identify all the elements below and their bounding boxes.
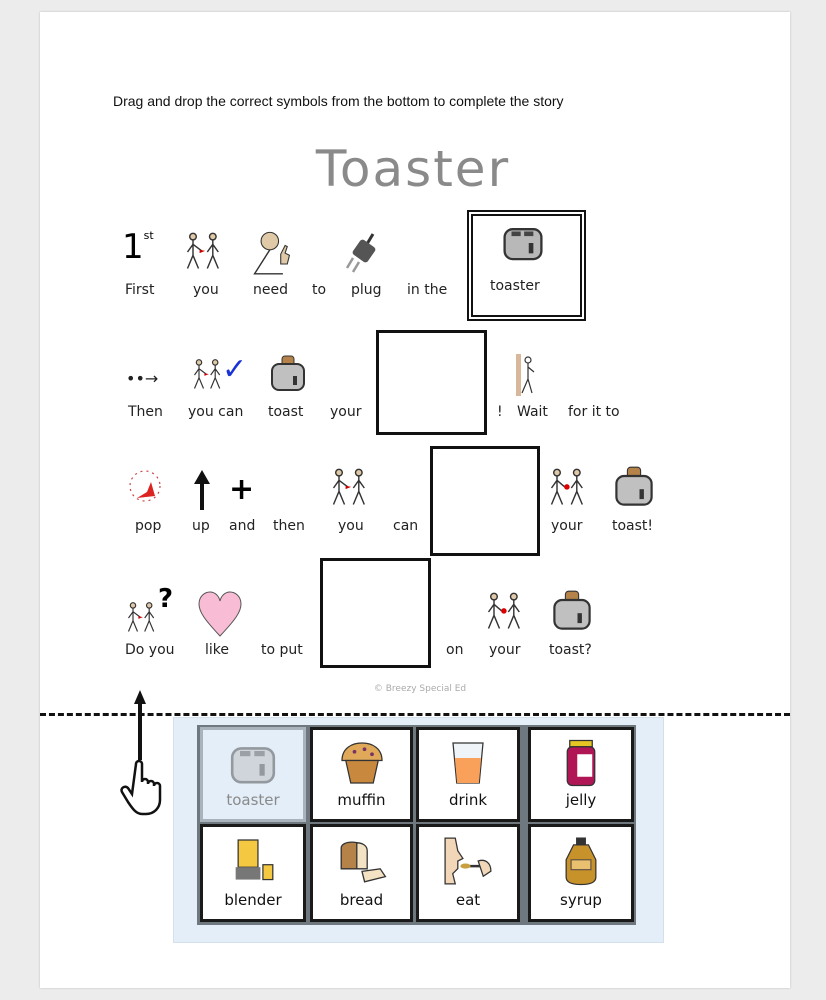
word-like: like [205,642,230,658]
bank-card-bread[interactable] [310,824,413,922]
card-label: jelly [565,791,597,809]
word-to: to [312,282,327,298]
then-arrow-icon: ••→ [126,369,159,388]
first-superscript: st [143,229,154,242]
bank-card-jelly[interactable] [528,727,634,822]
do-you-icon [124,598,160,638]
muffin-icon [337,738,387,788]
word-you-2: you [338,518,364,534]
drop-zone-1[interactable] [376,330,487,435]
word-pop: pop [135,518,162,534]
word-to-put: to put [261,642,303,658]
toaster-icon [500,220,546,266]
word-you-can: you can [188,404,244,420]
word-you: you [193,282,219,298]
word-exclaim: ! [497,404,503,420]
word-need: need [253,282,288,298]
you-can-icon [190,356,226,394]
card-label: bread [339,891,384,909]
toast-icon-3 [550,588,594,634]
card-label: drink [448,791,488,809]
bank-card-muffin[interactable] [310,727,413,822]
word-plug: plug [351,282,382,298]
word-can: can [393,518,419,534]
pop-icon [125,468,169,508]
card-label: syrup [560,891,602,909]
copyright: © Breezy Special Ed [373,684,467,694]
first-icon [122,227,154,267]
card-label: muffin [337,791,386,809]
word-toaster: toaster [490,278,540,294]
bread-icon [336,835,388,887]
word-your-2: your [551,518,583,534]
bank-card-drink[interactable] [416,727,520,822]
eat-icon [440,835,496,887]
you-icon-2 [328,466,372,510]
card-label: eat [455,891,481,909]
first-number: 1 [122,227,144,267]
word-then: Then [128,404,163,420]
word-toast-exclaim: toast! [612,518,654,534]
your-icon-2 [482,590,528,634]
drop-zone-2[interactable] [430,446,540,556]
word-toast: toast [268,404,304,420]
word-do-you: Do you [125,642,175,658]
word-then-2: then [273,518,305,534]
toaster-icon [227,738,279,790]
bank-card-toaster[interactable] [200,727,306,822]
card-label: blender [224,891,282,909]
heart-icon [197,590,243,638]
plug-icon [345,232,385,276]
word-wait: Wait [517,404,548,420]
word-in-the: in the [407,282,448,298]
drag-up-hand-icon [118,688,168,818]
jelly-icon [556,738,606,788]
bank-card-blender[interactable] [200,824,306,922]
bank-card-eat[interactable] [416,824,520,922]
card-label: toaster [226,791,280,809]
toast-icon-2 [612,464,656,510]
plus-icon: + [229,472,255,507]
question-icon: ? [158,584,174,614]
your-icon [545,466,591,510]
you-icon [182,230,226,274]
word-toast-question: toast? [549,642,592,658]
bank-card-syrup[interactable] [528,824,634,922]
blender-icon [228,835,278,887]
word-up: up [192,518,210,534]
filled-drop-zone-toaster[interactable] [467,210,586,321]
toast-icon [268,352,308,396]
word-on: on [446,642,464,658]
need-icon [250,228,294,276]
up-arrow-icon [192,468,212,512]
word-your: your [330,404,362,420]
page-title: Toaster [315,140,511,198]
drop-zone-3[interactable] [320,558,431,668]
word-and: and [229,518,256,534]
symbol-grid [197,725,636,925]
wait-icon [510,352,540,398]
word-your-3: your [489,642,521,658]
word-for-it-to: for it to [568,404,620,420]
syrup-icon [556,835,606,887]
drink-icon [443,738,493,788]
instructions: Drag and drop the correct symbols from the bottom to complete the story [113,93,564,109]
word-first: First [125,282,155,298]
checkmark-icon: ✓ [222,352,248,387]
